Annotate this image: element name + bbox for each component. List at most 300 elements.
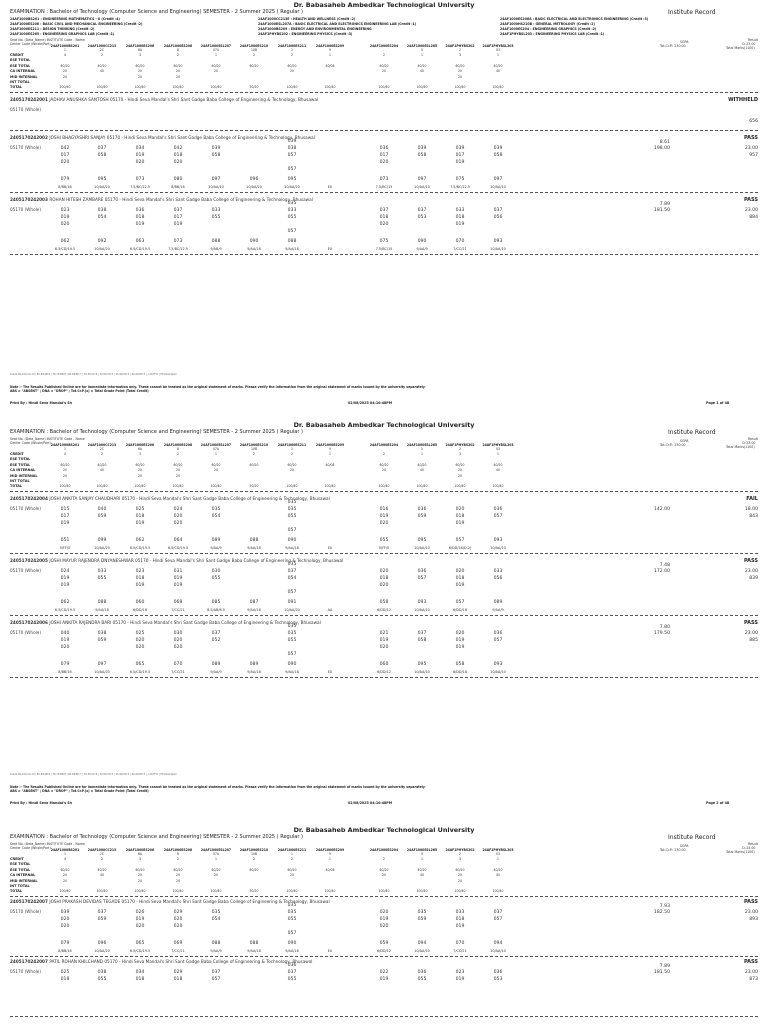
sgpa-label: SGPA bbox=[680, 844, 689, 848]
ca-mark: 019 bbox=[135, 917, 145, 922]
scheme-cell: 40/08 bbox=[325, 867, 335, 872]
ese-mark: 038 bbox=[97, 970, 107, 975]
total-marks: 873 bbox=[749, 977, 758, 982]
scheme-cell: 40/20 bbox=[97, 462, 107, 467]
subject-code-suffix: 1 bbox=[291, 447, 293, 451]
subject-code-suffix: 1 bbox=[64, 48, 66, 52]
grade: EX bbox=[327, 670, 333, 674]
page-number: Page 1 of 48 bbox=[706, 401, 730, 405]
result-status: WITHHELD bbox=[728, 97, 758, 103]
ese-mark: 040 bbox=[60, 631, 70, 636]
total-mark: 070 bbox=[173, 662, 183, 667]
subject-list-item: 24AF1000ES265 : ENGINEERING GRAPHICS LAB (Credit :1) bbox=[10, 32, 115, 36]
scheme-strip: Grade 90-100:AA:10 | 80-89:AB:9 | 70-79:BB:8 | 60-69:BC:7 | 55-59:CC:6 | 50-54:CD:5 | 45-49:DD:4 | 40-44:DE:3 | <40:FF:0 | EX:Exempted bbox=[10, 373, 177, 376]
total-mark: 088 bbox=[287, 239, 297, 244]
ca-mark: 018 bbox=[455, 576, 465, 581]
ese-mark: 034 bbox=[135, 146, 145, 151]
scheme-cell: 100/40 bbox=[324, 484, 336, 489]
ca-mark: 059 bbox=[97, 917, 107, 922]
grade: 10/AA/10 bbox=[490, 949, 506, 953]
disclaimer-note: Note :- The Results Published Online are for immediate information only. These cannot be treated as the original statement of marks. Please verify the information from the original statement of marks issued by the university separately. bbox=[10, 385, 426, 389]
scheme-cell: 100/40 bbox=[286, 889, 298, 894]
exam-line: EXAMINATION : Bachelor of Technology (Computer Science and Engineering) SEMESTER - 2 Summer 2025 ( Regular ) bbox=[10, 429, 303, 435]
university-title: Dr. Babasaheb Ambedkar Technological University bbox=[293, 421, 475, 429]
scheme-cell: 20 bbox=[138, 69, 142, 74]
scheme-cell: 1 bbox=[421, 857, 423, 861]
subject-code-suffix: 5 bbox=[421, 852, 423, 856]
scheme-cell: 100/40 bbox=[454, 484, 466, 489]
tot-cr-label: Tot.Cr.P.: 230.00 bbox=[660, 848, 686, 852]
scheme-cell: 40/20 bbox=[417, 462, 427, 467]
ca-mark: 055 bbox=[417, 977, 427, 982]
scheme-cell: 20 bbox=[138, 873, 142, 878]
grade: 10/AA/10 bbox=[414, 185, 430, 189]
ca-mark: 059 bbox=[417, 514, 427, 519]
total-mark: 090 bbox=[287, 941, 297, 946]
scheme-cell: 40 bbox=[420, 468, 424, 473]
seat-no-label: Seat No. (Deta_Name) INSTITUTE Code - Name bbox=[10, 842, 85, 846]
scheme-cell: 60/20 bbox=[379, 867, 389, 872]
printed-by: Print By : Hindi Seva Mandal's Sh bbox=[10, 801, 72, 805]
total-mark: 089 bbox=[211, 662, 221, 667]
credit-points: 181.50 bbox=[653, 208, 670, 213]
scheme-cell: 60/20 bbox=[249, 63, 259, 68]
result-label: Result bbox=[748, 842, 758, 846]
mid-mark: 035 bbox=[287, 624, 297, 629]
subject-list-item: 24AF1000ES208 : BASIC CIVIL AND MECHANICAL ENGINEERING (Credit :2) bbox=[10, 22, 143, 26]
ese-mark: 020 bbox=[379, 569, 389, 574]
internal-mark: 020 bbox=[173, 645, 183, 650]
sgpa-value: 7.89 bbox=[659, 202, 670, 207]
grade: 6/DD/12 bbox=[377, 608, 391, 612]
total-mark: 097 bbox=[97, 662, 107, 667]
subject-code-suffix: 07A bbox=[212, 48, 220, 52]
scheme-cell: 60/20 bbox=[455, 63, 465, 68]
scheme-cell: 60/20 bbox=[173, 63, 183, 68]
scheme-cell: 40/20 bbox=[417, 63, 427, 68]
scheme-cell: 20 bbox=[63, 69, 67, 74]
subject-list-item: 24AF1000ES206A : BASIC ELECTRICAL AND ELECTRONICS ENGINEERING (Credit :3) bbox=[500, 17, 649, 21]
scheme-cell: 2 bbox=[101, 53, 103, 57]
subject-code: 24AF1000BS201 bbox=[50, 44, 80, 48]
scheme-cell: 100/40 bbox=[492, 889, 504, 894]
ese-mark: 023 bbox=[455, 970, 465, 975]
scheme-cell: 40/20 bbox=[97, 867, 107, 872]
credit-points: 179.50 bbox=[653, 631, 670, 636]
subject-code-suffix: 03 bbox=[496, 447, 500, 451]
scheme-cell: 20 bbox=[63, 468, 67, 473]
ca-mark: 020 bbox=[60, 917, 70, 922]
scheme-cell: 20 bbox=[214, 69, 218, 74]
grade: 10/AA/20 bbox=[94, 670, 110, 674]
subject-code: 24AF1000ES210 bbox=[239, 848, 269, 852]
grade: 6/DD/18(D-2) bbox=[448, 546, 472, 550]
subject-code: 24AF1000BS201 bbox=[50, 848, 80, 852]
scheme-row-label: INT TOTAL bbox=[10, 479, 30, 483]
subject-code-suffix: 1 bbox=[291, 852, 293, 856]
credit-points: 182.50 bbox=[653, 910, 670, 915]
grade: EX bbox=[327, 546, 333, 550]
scheme-cell: 4 bbox=[64, 53, 66, 57]
scheme-cell: 60/20 bbox=[455, 462, 465, 467]
grade: 9/AA/9 bbox=[492, 608, 504, 612]
ese-mark: 036 bbox=[493, 507, 503, 512]
scheme-cell: 1 bbox=[329, 857, 331, 861]
subject-code-suffix: 9 bbox=[329, 852, 331, 856]
scheme-cell: 60/20 bbox=[211, 63, 221, 68]
grade: 6/DD/12 bbox=[377, 949, 391, 953]
subject-code: 24AF1000ES206 bbox=[125, 44, 155, 48]
total-mark: 065 bbox=[135, 662, 145, 667]
scheme-cell: 60/20 bbox=[60, 867, 70, 872]
total-mark: 089 bbox=[249, 662, 259, 667]
ca-mark: 020 bbox=[173, 917, 183, 922]
ese-mark: 025 bbox=[135, 507, 145, 512]
result-status: PASS bbox=[743, 620, 758, 626]
grade: 7.5/BC/22.5 bbox=[130, 185, 150, 189]
subject-code: 24AF1000CC213 bbox=[87, 44, 117, 48]
scheme-row-label: CREDIT bbox=[10, 53, 24, 57]
internal-mark: 020 bbox=[173, 521, 183, 526]
subject-code: 24AF1PHYBSL203 bbox=[482, 44, 514, 48]
scheme-row-label: TOTAL bbox=[10, 85, 23, 90]
scheme-cell: 20 bbox=[290, 873, 294, 878]
grade: AA bbox=[327, 608, 333, 612]
ese-mark: 025 bbox=[135, 631, 145, 636]
subtotal-mark: 057 bbox=[287, 931, 297, 936]
ca-mark: 018 bbox=[135, 514, 145, 519]
scheme-cell: 60/20 bbox=[135, 63, 145, 68]
scheme-row-label: CA INTERNAL bbox=[10, 468, 36, 473]
total-mark: 055 bbox=[379, 538, 389, 543]
header-divider bbox=[10, 92, 758, 93]
internal-mark: 019 bbox=[455, 583, 465, 588]
center-code: 05170 (Whole) bbox=[10, 969, 42, 974]
center-code: 05170 (Whole) bbox=[10, 630, 42, 635]
seat-number: 2405170242005 bbox=[10, 558, 50, 563]
total-mark: 088 bbox=[249, 941, 259, 946]
ca-mark: 017 bbox=[173, 215, 183, 220]
scheme-cell: 100/40 bbox=[134, 889, 146, 894]
total-mark: 075 bbox=[455, 177, 465, 182]
credit-label: Cr.23.00 bbox=[742, 42, 756, 46]
grade: 7/CC/21 bbox=[171, 949, 185, 953]
ese-mark: 040 bbox=[97, 507, 107, 512]
scheme-cell: 20 bbox=[458, 878, 462, 883]
scheme-cell: 20 bbox=[138, 74, 142, 79]
scheme-row-label: INT TOTAL bbox=[10, 80, 30, 84]
scheme-cell: 20 bbox=[63, 873, 67, 878]
internal-mark: 020 bbox=[60, 645, 70, 650]
internal-mark: 019 bbox=[455, 160, 465, 165]
total-mark: 087 bbox=[249, 600, 259, 605]
subject-code: 24AF1000ES204 bbox=[369, 848, 399, 852]
internal-mark: 020 bbox=[379, 521, 389, 526]
ese-mark: 039 bbox=[493, 146, 503, 151]
ese-mark: 037 bbox=[211, 970, 221, 975]
grade: 9/AA/9 bbox=[210, 949, 222, 953]
subject-code: 24AF1000ESL207 bbox=[200, 443, 232, 447]
subject-code: 24AF1PHYBSL203 bbox=[482, 848, 514, 852]
grade: 9/AA/18 bbox=[247, 949, 261, 953]
scheme-cell: 100/40 bbox=[286, 85, 298, 90]
total-mark: 095 bbox=[287, 177, 297, 182]
total-mark: 088 bbox=[249, 538, 259, 543]
scheme-cell: 20 bbox=[176, 74, 180, 79]
scheme-cell: 60/20 bbox=[287, 462, 297, 467]
ca-mark: 054 bbox=[287, 576, 297, 581]
scheme-cell: 100/40 bbox=[454, 889, 466, 894]
scheme-cell: 1 bbox=[497, 53, 499, 57]
total-mark: 090 bbox=[287, 662, 297, 667]
ese-mark: 036 bbox=[379, 146, 389, 151]
scheme-cell: 40/08 bbox=[325, 462, 335, 467]
scheme-cell: 1 bbox=[215, 857, 217, 861]
scheme-cell: 20 bbox=[458, 473, 462, 478]
grade: 10/AA/20 bbox=[94, 247, 110, 251]
center-code: 05170 (Whole) bbox=[10, 568, 42, 573]
scheme-cell: 100/40 bbox=[96, 484, 108, 489]
credit-points: 172.00 bbox=[653, 569, 670, 574]
scheme-cell: 2 bbox=[291, 857, 293, 861]
total-mark: 093 bbox=[493, 662, 503, 667]
scheme-row-label: INT TOTAL bbox=[10, 884, 30, 888]
scheme-cell: 40/08 bbox=[325, 63, 335, 68]
scheme-cell: 60/20 bbox=[60, 462, 70, 467]
total-mark: 092 bbox=[97, 239, 107, 244]
subtotal-mark: 057 bbox=[287, 590, 297, 595]
subject-code-suffix: 1 bbox=[64, 852, 66, 856]
student-name: PATIL ROHAN KHILCHAND 05170 - Hindi Seva Mandal's Shri Sant Gadge Baba College of Engineering & Technology, Bhusawal bbox=[49, 959, 313, 964]
result-label: Result bbox=[748, 38, 758, 42]
scheme-cell: 100/40 bbox=[324, 889, 336, 894]
scheme-cell: 100/40 bbox=[416, 889, 428, 894]
total-mark: 064 bbox=[173, 538, 183, 543]
credit-label: Cr.23.00 bbox=[742, 441, 756, 445]
grade: 10/AA/10 bbox=[414, 670, 430, 674]
scheme-cell: 100/40 bbox=[378, 484, 390, 489]
grade: 8/BB/16 bbox=[58, 670, 72, 674]
ca-mark: 055 bbox=[211, 215, 221, 220]
exam-line: EXAMINATION : Bachelor of Technology (Computer Science and Engineering) SEMESTER - 2 Summer 2025 ( Regular ) bbox=[10, 834, 303, 840]
grade: 0/FF/0 bbox=[378, 546, 390, 550]
scheme-row-label: ESE TOTAL bbox=[10, 457, 31, 462]
scheme-cell: 40 bbox=[100, 468, 104, 473]
scheme-cell: 50/20 bbox=[249, 85, 259, 90]
ca-mark: 018 bbox=[379, 576, 389, 581]
grade: 9/AA/18 bbox=[247, 546, 261, 550]
ese-mark: 025 bbox=[60, 970, 70, 975]
grade: 6/DD/18 bbox=[453, 608, 467, 612]
scheme-cell: 1 bbox=[497, 452, 499, 456]
scheme-cell: 100/40 bbox=[416, 484, 428, 489]
subject-code: 24AF1000ES211 bbox=[277, 44, 307, 48]
ese-mark: 038 bbox=[287, 146, 297, 151]
subject-code-suffix: 03 bbox=[496, 48, 500, 52]
scheme-cell: 100/40 bbox=[172, 484, 184, 489]
total-marks: 885 bbox=[749, 638, 758, 643]
scheme-row-label: MID INTERNAL bbox=[10, 473, 38, 478]
result-status: FAIL bbox=[746, 496, 758, 502]
scheme-cell: 100/40 bbox=[210, 889, 222, 894]
student-row bbox=[10, 97, 318, 102]
subject-code-suffix: 6A bbox=[137, 447, 143, 451]
credits-earned: 23.00 bbox=[744, 569, 758, 574]
scheme-cell: 20 bbox=[176, 468, 180, 473]
grade: 10/AA/20 bbox=[284, 185, 300, 189]
grade: 9/AA/18 bbox=[247, 670, 261, 674]
total-marks: 957 bbox=[749, 153, 758, 158]
ese-mark: 023 bbox=[135, 569, 145, 574]
center-code: 05170 (Whole) bbox=[10, 107, 42, 112]
header-divider bbox=[10, 896, 758, 897]
ese-mark: 037 bbox=[211, 631, 221, 636]
seat-number: 2405170242001 bbox=[10, 97, 50, 102]
scheme-cell: 1 bbox=[497, 857, 499, 861]
scheme-cell: 100/40 bbox=[454, 85, 466, 90]
scheme-cell: 1 bbox=[329, 452, 331, 456]
grade: EX bbox=[327, 247, 333, 251]
ca-mark: 058 bbox=[417, 153, 427, 158]
credit-points: 181.50 bbox=[653, 970, 670, 975]
ca-mark: 053 bbox=[493, 977, 503, 982]
subject-code: 24AF1000ES208 bbox=[163, 848, 193, 852]
internal-mark: 019 bbox=[135, 222, 145, 227]
ca-mark: 053 bbox=[417, 215, 427, 220]
grade: 10/AA/10 bbox=[414, 608, 430, 612]
internal-mark: 019 bbox=[455, 521, 465, 526]
sgpa-value: 8.61 bbox=[659, 140, 670, 145]
scheme-cell: 3 bbox=[139, 452, 141, 456]
internal-mark: 020 bbox=[379, 222, 389, 227]
student-divider bbox=[10, 553, 758, 554]
scheme-cell: 20 bbox=[382, 873, 386, 878]
scheme-cell: 20 bbox=[382, 69, 386, 74]
grade: 7.5/BC/22.5 bbox=[450, 185, 470, 189]
scheme-cell: 20 bbox=[382, 468, 386, 473]
scheme-cell: 60/20 bbox=[287, 63, 297, 68]
ca-mark: 058 bbox=[97, 153, 107, 158]
total-mark: 099 bbox=[97, 538, 107, 543]
scheme-cell: 20 bbox=[176, 473, 180, 478]
ese-mark: 031 bbox=[173, 569, 183, 574]
ese-mark: 036 bbox=[417, 507, 427, 512]
scheme-cell: 40 bbox=[100, 873, 104, 878]
subject-code-suffix: 2 bbox=[459, 852, 461, 856]
student-name: JOSHI BHAGYASHRI SANJAY 05170 - Hindi Seva Mandal's Shri Sant Gadge Baba College of Engineering & Technology, Bhusawal bbox=[49, 135, 315, 140]
subject-code: 24AF1000ESL265 bbox=[406, 848, 438, 852]
total-mark: 073 bbox=[135, 177, 145, 182]
total-marks: 893 bbox=[749, 917, 758, 922]
ese-mark: 033 bbox=[287, 208, 297, 213]
ese-mark: 024 bbox=[60, 569, 70, 574]
ca-mark: 057 bbox=[493, 514, 503, 519]
scheme-row-label: ESE TOTAL bbox=[10, 63, 31, 68]
total-mark: 095 bbox=[417, 662, 427, 667]
scheme-cell: 100/40 bbox=[134, 484, 146, 489]
total-mark: 090 bbox=[417, 239, 427, 244]
subject-code: 24AF1000CC213 bbox=[87, 848, 117, 852]
result-status: PASS bbox=[743, 899, 758, 905]
ese-mark: 016 bbox=[379, 507, 389, 512]
ca-mark: 019 bbox=[455, 638, 465, 643]
sgpa-value: 7.89 bbox=[659, 964, 670, 969]
ese-mark: 037 bbox=[379, 208, 389, 213]
tot-cr-label: Tot.Cr.P.: 230.00 bbox=[660, 443, 686, 447]
scheme-cell: 20 bbox=[458, 69, 462, 74]
ca-mark: 019 bbox=[135, 153, 145, 158]
total-mark: 089 bbox=[211, 538, 221, 543]
total-marks-label: Total Marks(1100) bbox=[726, 445, 755, 449]
scheme-cell: 20 bbox=[138, 468, 142, 473]
credits-earned: 23.00 bbox=[744, 208, 758, 213]
credits-earned: 23.00 bbox=[744, 631, 758, 636]
grade: 6.5/CD/19.5 bbox=[129, 670, 151, 674]
scheme-cell: 100/40 bbox=[134, 85, 146, 90]
scheme-cell: 100/40 bbox=[378, 85, 390, 90]
ese-mark: 020 bbox=[379, 910, 389, 915]
scheme-cell: 4 bbox=[64, 452, 66, 456]
ca-mark: 057 bbox=[493, 638, 503, 643]
scheme-row-label: CA INTERNAL bbox=[10, 69, 36, 74]
scheme-row-label: CA INTERNAL bbox=[10, 873, 36, 878]
internal-mark: 020 bbox=[173, 924, 183, 929]
internal-mark: 020 bbox=[379, 583, 389, 588]
ca-mark: 017 bbox=[379, 153, 389, 158]
scheme-cell: 20 bbox=[290, 69, 294, 74]
mid-mark: 035 bbox=[287, 903, 297, 908]
ese-mark: 036 bbox=[135, 208, 145, 213]
ese-mark: 035 bbox=[211, 507, 221, 512]
ese-mark: 035 bbox=[287, 507, 297, 512]
scheme-row-label: ESE TOTAL bbox=[10, 867, 31, 872]
total-mark: 059 bbox=[379, 941, 389, 946]
ese-mark: 036 bbox=[417, 970, 427, 975]
subject-code-suffix: 5 bbox=[421, 48, 423, 52]
scheme-cell: 60/20 bbox=[135, 867, 145, 872]
subject-code: 24AF1000ES204 bbox=[369, 443, 399, 447]
total-mark: 057 bbox=[455, 600, 465, 605]
subject-code: 24AF1000ES204 bbox=[369, 44, 399, 48]
ese-mark: 021 bbox=[379, 631, 389, 636]
scheme-cell: 100/40 bbox=[96, 85, 108, 90]
total-mark: 093 bbox=[493, 239, 503, 244]
scheme-cell: 60/20 bbox=[135, 462, 145, 467]
scheme-cell: 40 bbox=[420, 69, 424, 74]
result-status: PASS bbox=[743, 959, 758, 965]
subject-code-suffix: 2C bbox=[99, 447, 105, 451]
ese-mark: 035 bbox=[287, 910, 297, 915]
total-mark: 090 bbox=[287, 538, 297, 543]
seat-number: 2405170242007 bbox=[10, 959, 50, 964]
subject-code-suffix: 2C bbox=[99, 48, 105, 52]
grade: 10/AA/10 bbox=[414, 546, 430, 550]
total-mark: 051 bbox=[60, 538, 70, 543]
credits-earned: 23.00 bbox=[744, 970, 758, 975]
scheme-cell: 2 bbox=[101, 452, 103, 456]
scheme-cell: 60/20 bbox=[455, 867, 465, 872]
ca-mark: 055 bbox=[97, 977, 107, 982]
subject-code: 24AF1000ES208 bbox=[163, 443, 193, 447]
total-mark: 088 bbox=[97, 600, 107, 605]
scheme-cell: 3 bbox=[459, 53, 461, 57]
scheme-cell: 100/40 bbox=[59, 85, 71, 90]
ese-mark: 029 bbox=[173, 970, 183, 975]
scheme-cell: 2 bbox=[101, 857, 103, 861]
subject-code-suffix: 2 bbox=[459, 48, 461, 52]
ese-mark: 037 bbox=[287, 970, 297, 975]
total-mark: 073 bbox=[379, 177, 389, 182]
